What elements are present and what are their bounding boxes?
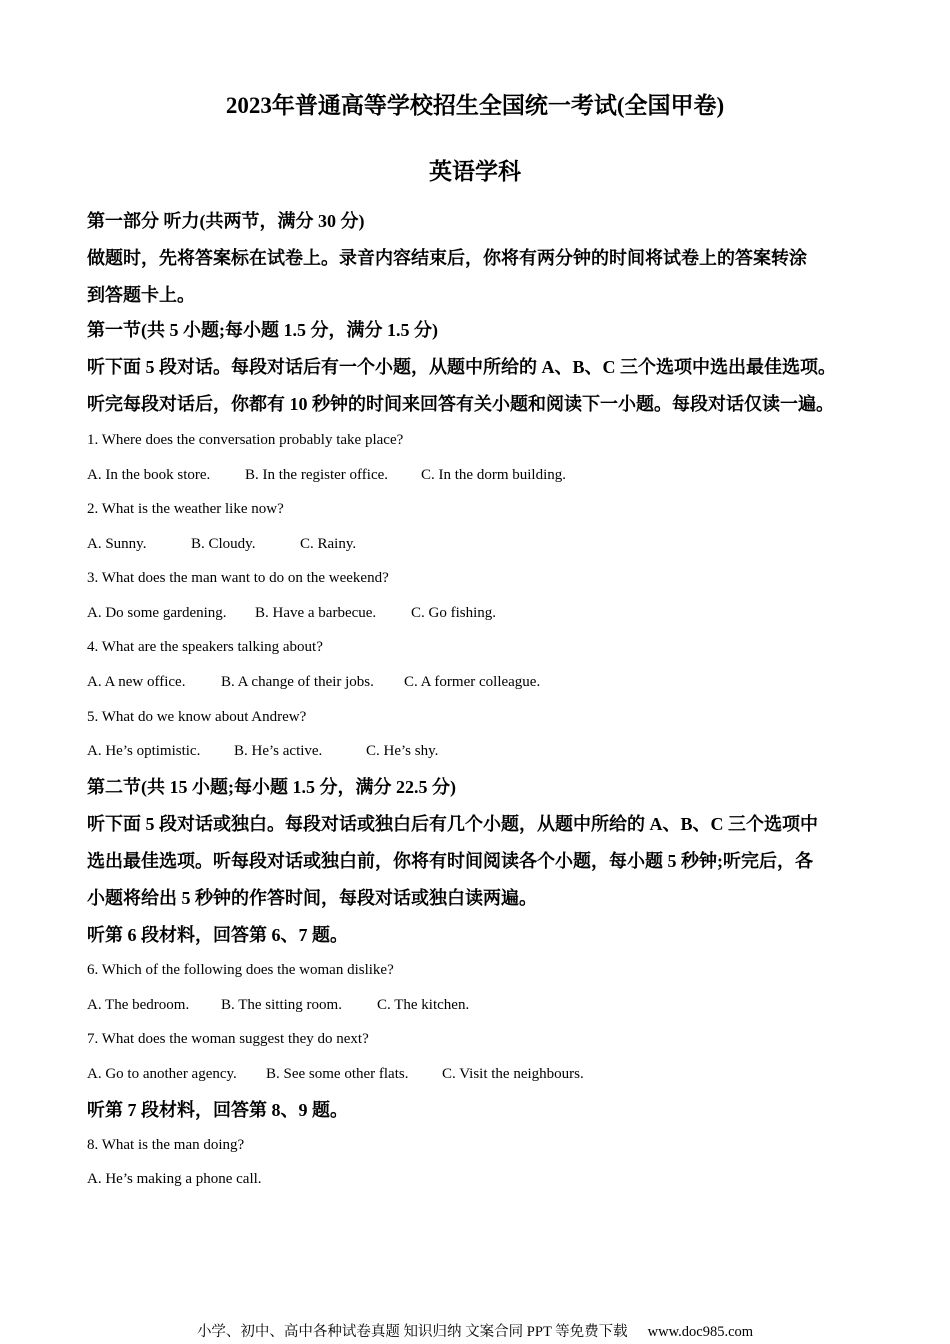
option-a: A. The bedroom. <box>87 997 190 1013</box>
question-8-option-a: A. He’s making a phone call. <box>87 1171 262 1187</box>
section1-heading: 第一节(共 5 小题;每小题 1.5 分，满分 1.5 分) <box>87 320 438 340</box>
option-a: A. Do some gardening. <box>87 605 227 621</box>
part1-instruction-line: 到答题卡上。 <box>87 285 195 305</box>
option-c: C. He’s shy. <box>366 743 439 759</box>
option-b: B. The sitting room. <box>221 997 342 1013</box>
option-c: C. A former colleague. <box>404 674 541 690</box>
material-6-heading: 听第 6 段材料，回答第 6、7 题。 <box>87 925 348 945</box>
option-b: B. Cloudy. <box>191 536 256 552</box>
option-b: B. See some other flats. <box>266 1066 409 1082</box>
question-1: 1. Where does the conversation probably take place? <box>87 432 404 448</box>
question-4: 4. What are the speakers talking about? <box>87 639 323 655</box>
section2-heading: 第二节(共 15 小题;每小题 1.5 分，满分 22.5 分) <box>87 777 456 797</box>
question-4-options <box>87 675 540 690</box>
option-a: A. He’s optimistic. <box>87 743 201 759</box>
section2-instruction-line: 听下面 5 段对话或独白。每段对话或独白后有几个小题，从题中所给的 A、B、C 三个选项中 <box>87 814 818 834</box>
option-a: A. A new office. <box>87 674 186 690</box>
option-c: C. The kitchen. <box>377 997 470 1013</box>
section1-instruction-line: 听下面 5 段对话。每段对话后有一个小题，从题中所给的 A、B、C 三个选项中选出最佳选项。 <box>87 357 836 377</box>
option-c: C. Go fishing. <box>411 605 497 621</box>
option-a: A. In the book store. <box>87 467 211 483</box>
question-5: 5. What do we know about Andrew? <box>87 709 307 725</box>
section2-instruction-line: 选出最佳选项。听每段对话或独白前，你将有时间阅读各个小题，每小题 5 秒钟;听完后，各 <box>87 851 813 871</box>
page-footer <box>0 1325 950 1340</box>
option-c: C. In the dorm building. <box>421 467 566 483</box>
question-3-options <box>87 606 496 621</box>
question-7-options <box>87 1067 584 1082</box>
option-b: B. A change of their jobs. <box>221 674 374 690</box>
option-b: B. He’s active. <box>234 743 323 759</box>
question-2-options <box>87 537 356 552</box>
option-a: A. Sunny. <box>87 536 147 552</box>
option-b: B. Have a barbecue. <box>255 605 377 621</box>
question-5-options <box>87 744 438 759</box>
question-8: 8. What is the man doing? <box>87 1137 245 1153</box>
exam-title: 2023年普通高等学校招生全国统一考试(全国甲卷) <box>225 93 725 118</box>
footer-url: www.doc985.com <box>647 1324 754 1340</box>
part1-instruction-line: 做题时，先将答案标在试卷上。录音内容结束后，你将有两分钟的时间将试卷上的答案转涂 <box>87 248 807 268</box>
question-6-options <box>87 998 469 1013</box>
question-7: 7. What does the woman suggest they do next? <box>87 1031 369 1047</box>
exam-subtitle: 英语学科 <box>429 159 521 184</box>
option-b: B. In the register office. <box>245 467 389 483</box>
footer-text: 小学、初中、高中各种试卷真题 知识归纳 文案合同 PPT 等免费下载 <box>196 1324 628 1340</box>
question-2: 2. What is the weather like now? <box>87 501 284 517</box>
question-1-options <box>87 468 566 483</box>
option-c: C. Visit the neighbours. <box>442 1066 584 1082</box>
material-7-heading: 听第 7 段材料，回答第 8、9 题。 <box>87 1100 348 1120</box>
section1-instruction-line: 听完每段对话后，你都有 10 秒钟的时间来回答有关小题和阅读下一小题。每段对话仅读一遍。 <box>87 394 834 414</box>
question-6: 6. Which of the following does the woman dislike? <box>87 962 394 978</box>
option-a: A. Go to another agency. <box>87 1066 237 1082</box>
question-3: 3. What does the man want to do on the weekend? <box>87 570 389 586</box>
section2-instruction-line: 小题将给出 5 秒钟的作答时间，每段对话或独白读两遍。 <box>87 888 537 908</box>
part1-heading: 第一部分 听力(共两节，满分 30 分) <box>87 211 365 231</box>
option-c: C. Rainy. <box>300 536 357 552</box>
